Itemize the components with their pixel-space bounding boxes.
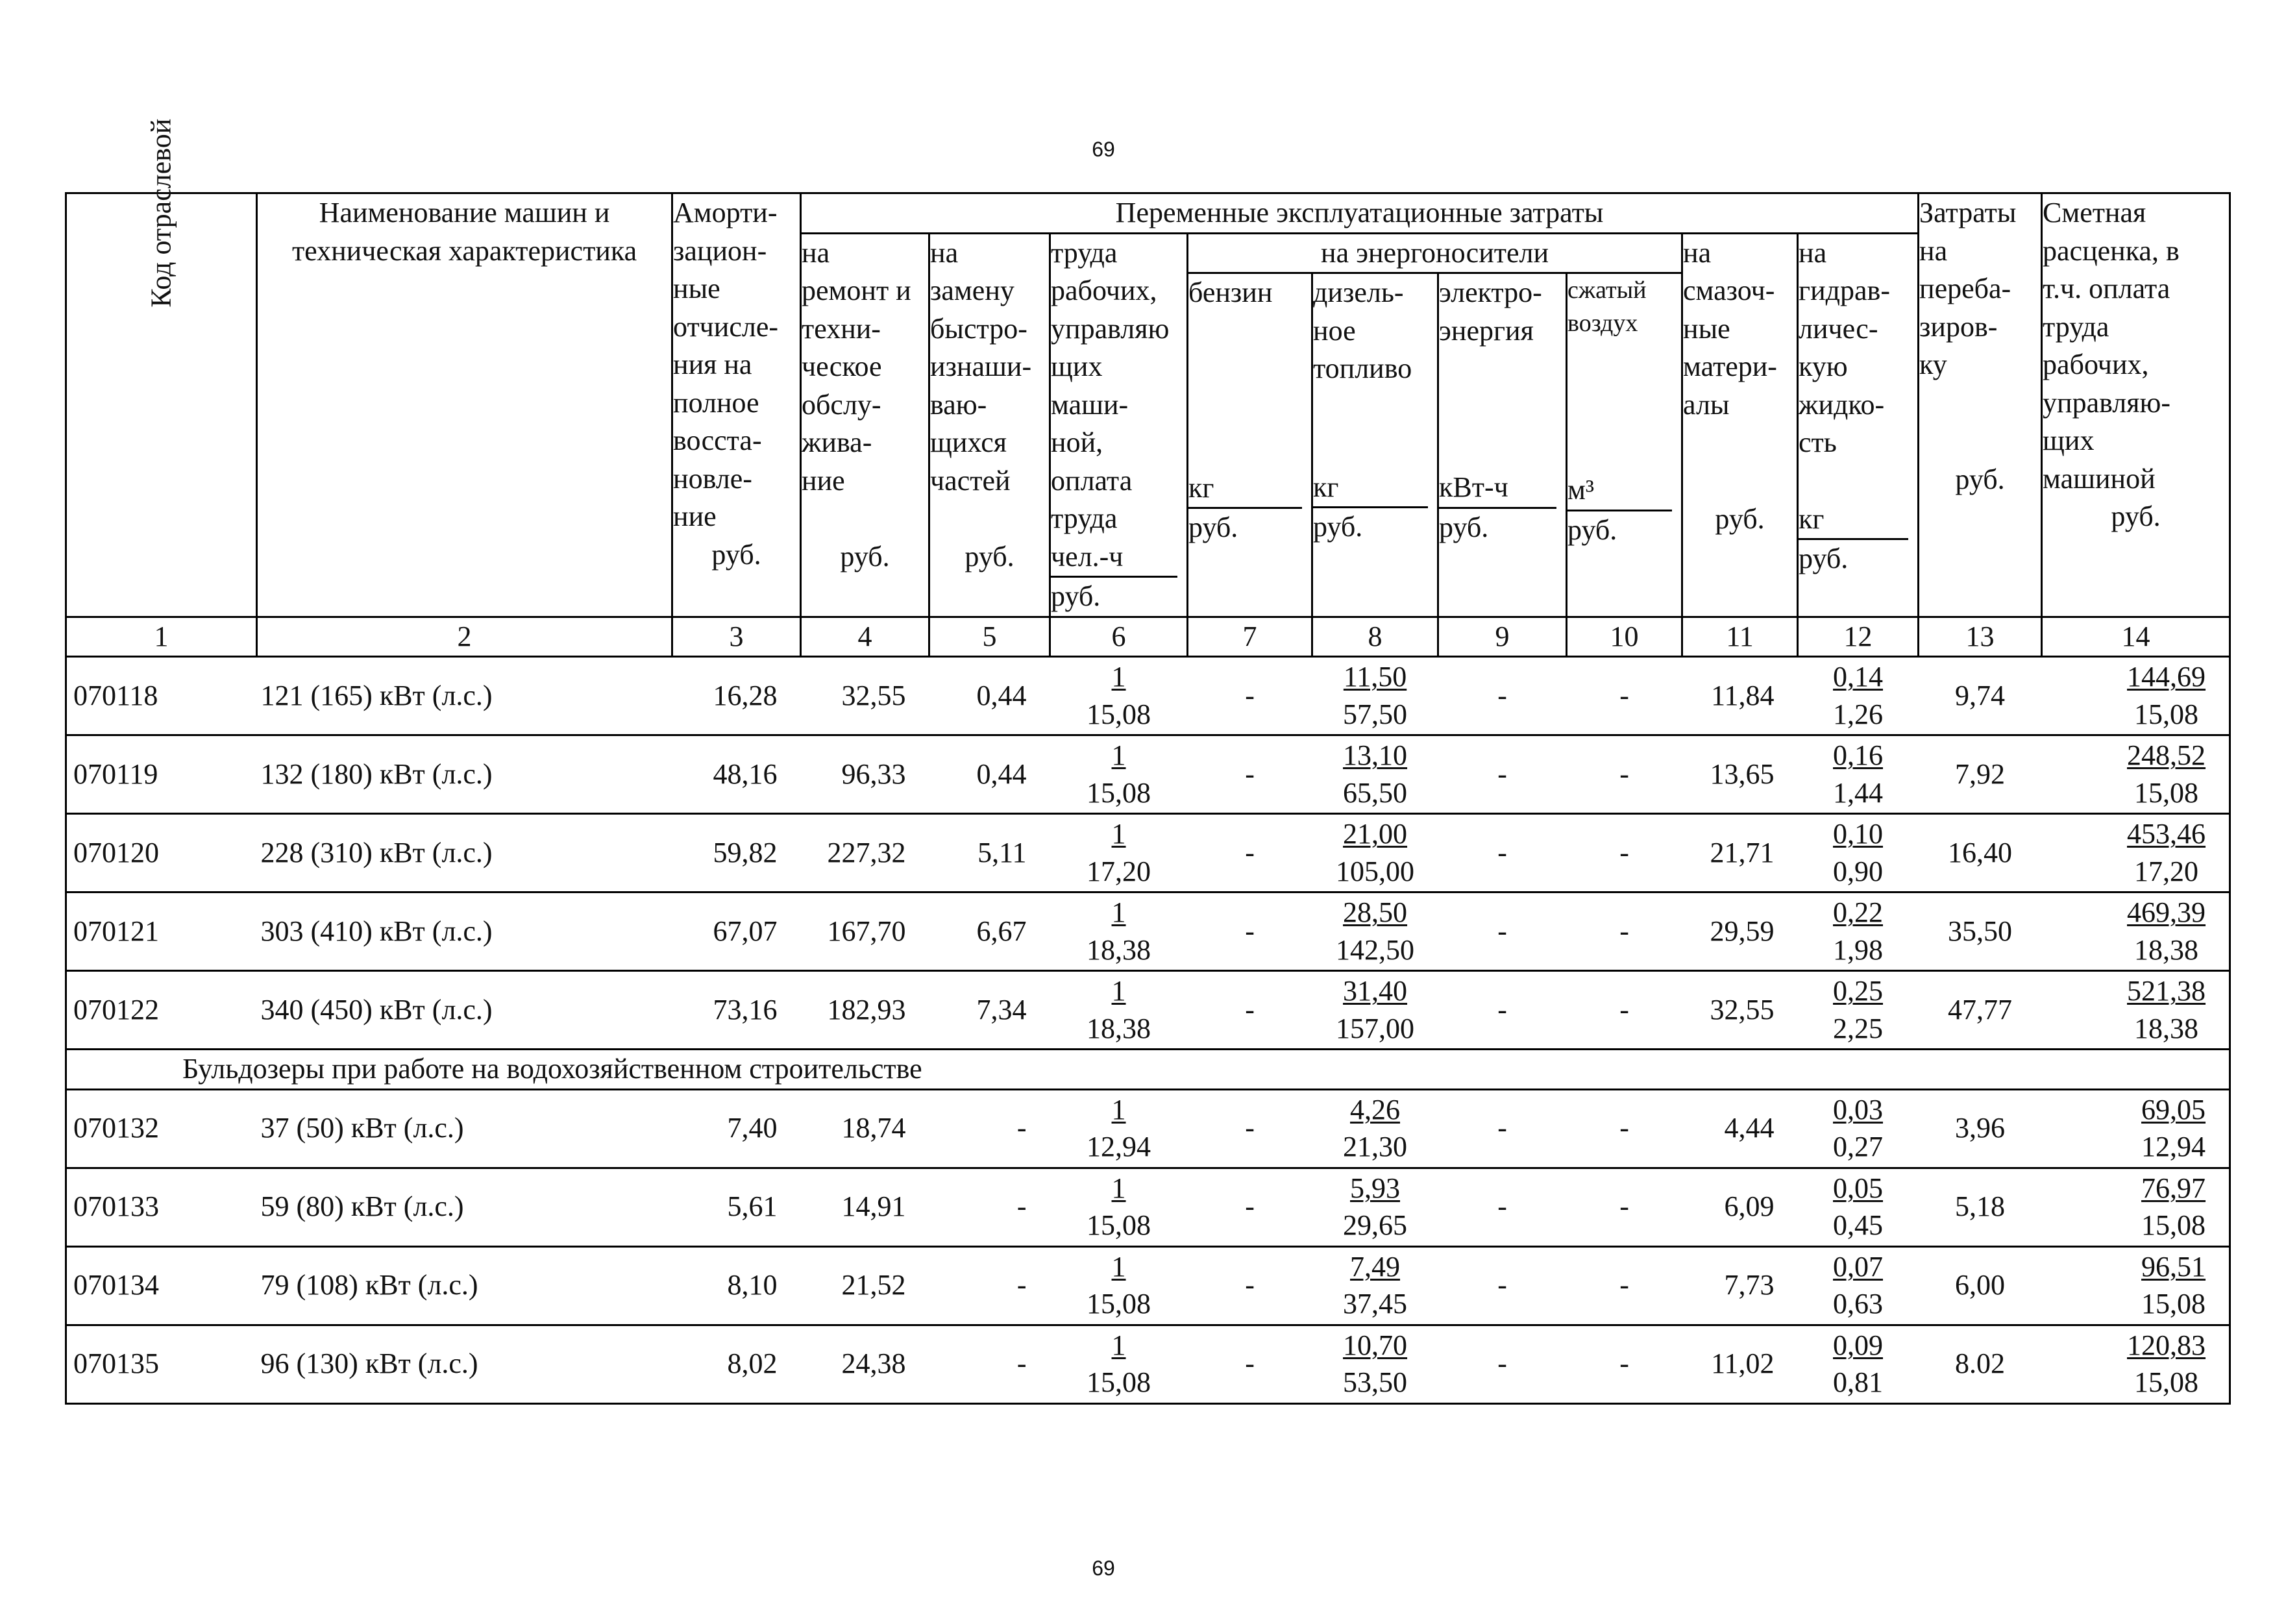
- cell-estimate-denominator: 18,38: [2134, 1012, 2199, 1044]
- cell-labor-denominator: 17,20: [1087, 855, 1151, 887]
- cell-estimate: [2042, 657, 2230, 735]
- cell-estimate: [2042, 735, 2230, 814]
- cell-hydraulic: [1798, 1089, 1919, 1168]
- cell-hydraulic-fraction: [1833, 894, 1883, 968]
- cell-diesel-denominator: 37,45: [1343, 1288, 1408, 1320]
- cell-replace: -: [929, 1325, 1050, 1403]
- cell-labor-fraction: [1087, 1091, 1151, 1165]
- cell-air: -: [1567, 1325, 1682, 1403]
- cell-relocation: 3,96: [1919, 1089, 2042, 1168]
- cell-labor-fraction: [1087, 815, 1151, 889]
- cell-labor-fraction: [1087, 1170, 1151, 1244]
- unit-hydr-den: руб.: [1799, 543, 1849, 575]
- cell-petrol: -: [1188, 1246, 1312, 1325]
- cell-hydraulic-fraction: [1833, 1091, 1883, 1165]
- header-energy: на энергоносители: [1188, 233, 1682, 273]
- cell-labor: [1050, 657, 1188, 735]
- cell-estimate-numerator: 96,51: [2141, 1250, 2206, 1283]
- cell-diesel-fraction: [1336, 894, 1414, 968]
- cell-estimate-fraction: [2127, 658, 2206, 732]
- cell-labor-denominator: 15,08: [1087, 1366, 1151, 1399]
- unit-labor-num: чел.-ч: [1051, 538, 1177, 578]
- cell-diesel-denominator: 21,30: [1343, 1131, 1408, 1163]
- cell-electric: -: [1438, 1325, 1567, 1403]
- unit-hydr-num: кг: [1799, 500, 1908, 541]
- cell-hydraulic-fraction: [1833, 815, 1883, 889]
- cell-diesel-numerator: 13,10: [1343, 739, 1408, 772]
- cell-name: 96 (130) кВт (л.с.): [257, 1325, 672, 1403]
- cell-estimate-fraction: [2141, 1248, 2206, 1322]
- header-amortization: Аморти- зацион- ные отчисле- ния на полное восста- новле- ние руб.: [672, 193, 801, 617]
- cell-estimate-denominator: 15,08: [2134, 698, 2199, 730]
- cell-diesel-denominator: 157,00: [1336, 1012, 1415, 1044]
- cell-labor-fraction: [1087, 1327, 1151, 1401]
- cell-amortization: 5,61: [672, 1168, 801, 1246]
- colnum: 5: [929, 617, 1050, 657]
- cell-electric: -: [1438, 1089, 1567, 1168]
- cell-labor-fraction: [1087, 894, 1151, 968]
- cell-diesel: [1312, 1246, 1438, 1325]
- cell-diesel-numerator: 4,26: [1350, 1093, 1401, 1126]
- cell-labor-denominator: 15,08: [1087, 776, 1151, 809]
- cell-diesel: [1312, 1168, 1438, 1246]
- cell-petrol: -: [1188, 814, 1312, 892]
- cell-hydraulic-fraction: [1833, 972, 1883, 1046]
- cell-code: 070133: [66, 1168, 257, 1246]
- page-number-bottom: 69: [1092, 1556, 1115, 1580]
- cell-amortization: 67,07: [672, 892, 801, 971]
- table-row: [66, 657, 2230, 735]
- table-row: [66, 892, 2230, 971]
- cell-hydraulic-denominator: 1,98: [1833, 933, 1884, 966]
- page-number-top: 69: [1092, 138, 1115, 161]
- cell-repair: 32,55: [801, 657, 929, 735]
- cell-diesel-denominator: 142,50: [1336, 933, 1415, 966]
- header-electric: электро- энергия кВт-ч руб.: [1438, 273, 1567, 617]
- cell-electric: -: [1438, 657, 1567, 735]
- cell-air: -: [1567, 657, 1682, 735]
- cell-labor-fraction: [1087, 1248, 1151, 1322]
- cell-replace: 6,67: [929, 892, 1050, 971]
- section-title: Бульдозеры при работе на водохозяйственном строительстве: [66, 1050, 2230, 1090]
- cell-estimate: [2042, 814, 2230, 892]
- cell-replace: -: [929, 1089, 1050, 1168]
- cell-diesel-numerator: 11,50: [1343, 661, 1407, 693]
- cell-labor-numerator: 1: [1111, 739, 1126, 772]
- unit-replace: руб.: [965, 541, 1014, 573]
- cell-electric: -: [1438, 1246, 1567, 1325]
- cell-labor-denominator: 15,08: [1087, 698, 1151, 730]
- cell-hydraulic: [1798, 971, 1919, 1050]
- unit-air-num: м³: [1567, 471, 1672, 511]
- cell-labor-numerator: 1: [1111, 661, 1126, 693]
- cell-estimate-fraction: [2127, 815, 2206, 889]
- cell-labor: [1050, 1246, 1188, 1325]
- cell-replace: 0,44: [929, 735, 1050, 814]
- unit-electric-num: кВт-ч: [1439, 469, 1556, 509]
- cell-electric: -: [1438, 814, 1567, 892]
- cell-hydraulic-fraction: [1833, 1327, 1883, 1401]
- cell-repair: 96,33: [801, 735, 929, 814]
- cell-estimate-denominator: 15,08: [2141, 1288, 2206, 1320]
- cell-hydraulic: [1798, 657, 1919, 735]
- cell-electric: -: [1438, 971, 1567, 1050]
- colnum: 3: [672, 617, 801, 657]
- cell-hydraulic-numerator: 0,14: [1833, 661, 1884, 693]
- cell-hydraulic-numerator: 0,25: [1833, 975, 1884, 1007]
- header-hydraulic: на гидрав- личес- кую жидко- сть кг руб.: [1798, 233, 1919, 617]
- table-row: [66, 971, 2230, 1050]
- cell-amortization: 59,82: [672, 814, 801, 892]
- cell-petrol: -: [1188, 1325, 1312, 1403]
- cell-estimate-numerator: 453,46: [2127, 818, 2206, 850]
- cell-diesel: [1312, 971, 1438, 1050]
- cell-replace: 7,34: [929, 971, 1050, 1050]
- cell-labor-numerator: 1: [1111, 1093, 1126, 1126]
- cell-diesel-numerator: 21,00: [1343, 818, 1408, 850]
- cell-diesel-fraction: [1343, 658, 1407, 732]
- cell-relocation: 35,50: [1919, 892, 2042, 971]
- header-code: Код отраслевой: [66, 193, 257, 617]
- cell-hydraulic-numerator: 0,03: [1833, 1093, 1884, 1126]
- cell-estimate-fraction: [2127, 972, 2206, 1046]
- cell-estimate-numerator: 69,05: [2141, 1093, 2206, 1126]
- cell-electric: -: [1438, 1168, 1567, 1246]
- cell-labor-fraction: [1087, 972, 1151, 1046]
- cell-lubricants: 7,73: [1682, 1246, 1798, 1325]
- cell-petrol: -: [1188, 1089, 1312, 1168]
- cell-air: -: [1567, 892, 1682, 971]
- cell-diesel: [1312, 1089, 1438, 1168]
- colnum: 7: [1188, 617, 1312, 657]
- colnum: 4: [801, 617, 929, 657]
- cell-petrol: -: [1188, 971, 1312, 1050]
- cell-hydraulic-denominator: 1,44: [1833, 776, 1884, 809]
- cell-labor: [1050, 892, 1188, 971]
- cell-labor-denominator: 18,38: [1087, 1012, 1151, 1044]
- cell-estimate-numerator: 469,39: [2127, 896, 2206, 929]
- cell-repair: 182,93: [801, 971, 929, 1050]
- cell-lubricants: 32,55: [1682, 971, 1798, 1050]
- cell-name: 59 (80) кВт (л.с.): [257, 1168, 672, 1246]
- cell-lubricants: 21,71: [1682, 814, 1798, 892]
- cell-repair: 227,32: [801, 814, 929, 892]
- cell-diesel-fraction: [1343, 1327, 1407, 1401]
- cell-hydraulic: [1798, 1325, 1919, 1403]
- colnum: 6: [1050, 617, 1188, 657]
- cell-diesel-denominator: 29,65: [1343, 1209, 1408, 1242]
- cell-hydraulic-fraction: [1833, 737, 1883, 811]
- cell-labor-numerator: 1: [1111, 1329, 1126, 1361]
- cell-hydraulic-numerator: 0,10: [1833, 818, 1884, 850]
- header-petrol: бензин кг руб.: [1188, 273, 1312, 617]
- cell-electric: -: [1438, 735, 1567, 814]
- cell-amortization: 7,40: [672, 1089, 801, 1168]
- cell-diesel-fraction: [1343, 1091, 1407, 1165]
- unit-amort: руб.: [711, 538, 761, 571]
- cell-lubricants: 11,84: [1682, 657, 1798, 735]
- colnum: 13: [1919, 617, 2042, 657]
- unit-relocation: руб.: [1955, 463, 2005, 495]
- cell-labor-denominator: 12,94: [1087, 1131, 1151, 1163]
- cell-name: 37 (50) кВт (л.с.): [257, 1089, 672, 1168]
- cell-air: -: [1567, 1168, 1682, 1246]
- header-variable-costs: Переменные эксплуатационные затраты: [801, 193, 1919, 234]
- cell-labor: [1050, 1325, 1188, 1403]
- cell-code: 070135: [66, 1325, 257, 1403]
- header-name: Наименование машин и техническая характеристика: [257, 193, 672, 617]
- cell-hydraulic-denominator: 0,27: [1833, 1131, 1884, 1163]
- cell-estimate-fraction: [2127, 737, 2206, 811]
- cell-repair: 18,74: [801, 1089, 929, 1168]
- cell-amortization: 48,16: [672, 735, 801, 814]
- cell-relocation: 9,74: [1919, 657, 2042, 735]
- cell-diesel-fraction: [1343, 1248, 1407, 1322]
- header-relocation: Затраты на переба- зиров- ку руб.: [1919, 193, 2042, 617]
- cell-code: 070120: [66, 814, 257, 892]
- cell-diesel: [1312, 1325, 1438, 1403]
- table-row: [66, 814, 2230, 892]
- cell-air: -: [1567, 814, 1682, 892]
- cell-diesel-denominator: 105,00: [1336, 855, 1415, 887]
- cell-labor-fraction: [1087, 737, 1151, 811]
- cell-relocation: 16,40: [1919, 814, 2042, 892]
- cell-estimate: [2042, 1089, 2230, 1168]
- cell-diesel: [1312, 892, 1438, 971]
- cell-estimate-denominator: 15,08: [2134, 776, 2199, 809]
- cell-repair: 167,70: [801, 892, 929, 971]
- cell-labor: [1050, 1089, 1188, 1168]
- cell-hydraulic: [1798, 814, 1919, 892]
- cell-hydraulic-denominator: 0,45: [1833, 1209, 1884, 1242]
- cell-name: 132 (180) кВт (л.с.): [257, 735, 672, 814]
- header-repair: на ремонт и техни- ческое обслу- жива- ние руб.: [801, 233, 929, 617]
- cell-diesel-numerator: 10,70: [1343, 1329, 1408, 1361]
- cell-diesel-denominator: 57,50: [1343, 698, 1408, 730]
- cell-diesel-fraction: [1343, 1170, 1407, 1244]
- cell-labor-denominator: 18,38: [1087, 933, 1151, 966]
- rows-group-2: [66, 1089, 2230, 1403]
- table-row: [66, 735, 2230, 814]
- cell-diesel-numerator: 28,50: [1343, 896, 1408, 929]
- unit-estimate: руб.: [2111, 500, 2161, 533]
- cell-labor: [1050, 1168, 1188, 1246]
- cell-labor-fraction: [1087, 658, 1151, 732]
- cell-estimate-numerator: 248,52: [2127, 739, 2206, 772]
- cell-relocation: 7,92: [1919, 735, 2042, 814]
- cell-estimate-numerator: 76,97: [2141, 1172, 2206, 1204]
- cell-hydraulic-numerator: 0,09: [1833, 1329, 1884, 1361]
- cell-estimate-fraction: [2127, 894, 2206, 968]
- cell-relocation: 8.02: [1919, 1325, 2042, 1403]
- cell-relocation: 6,00: [1919, 1246, 2042, 1325]
- unit-diesel-den: руб.: [1313, 511, 1363, 543]
- cell-hydraulic-numerator: 0,22: [1833, 896, 1884, 929]
- cell-code: 070121: [66, 892, 257, 971]
- colnum: 12: [1798, 617, 1919, 657]
- cell-hydraulic-denominator: 0,90: [1833, 855, 1884, 887]
- cell-hydraulic-fraction: [1833, 1170, 1883, 1244]
- cell-labor-numerator: 1: [1111, 896, 1126, 929]
- unit-diesel-num: кг: [1313, 469, 1428, 509]
- unit-petrol-num: кг: [1188, 469, 1302, 510]
- cell-estimate: [2042, 971, 2230, 1050]
- cell-code: 070134: [66, 1246, 257, 1325]
- cell-diesel-numerator: 5,93: [1350, 1172, 1401, 1204]
- cell-repair: 21,52: [801, 1246, 929, 1325]
- cell-replace: -: [929, 1246, 1050, 1325]
- cell-labor-numerator: 1: [1111, 1250, 1126, 1283]
- cell-estimate-fraction: [2141, 1091, 2206, 1165]
- cell-estimate-numerator: 120,83: [2127, 1329, 2206, 1361]
- cell-hydraulic-numerator: 0,16: [1833, 739, 1884, 772]
- cell-air: -: [1567, 1246, 1682, 1325]
- table-row: [66, 1325, 2230, 1403]
- colnum: 8: [1312, 617, 1438, 657]
- header-lubricants: на смазоч- ные матери- алы руб.: [1682, 233, 1798, 617]
- cell-lubricants: 13,65: [1682, 735, 1798, 814]
- cell-hydraulic-numerator: 0,05: [1833, 1172, 1884, 1204]
- rows-group-1: [66, 657, 2230, 1050]
- header-replace: на замену быстро- изнаши- ваю- щихся частей руб.: [929, 233, 1050, 617]
- cell-estimate-denominator: 15,08: [2134, 1366, 2199, 1399]
- cell-replace: 0,44: [929, 657, 1050, 735]
- cell-amortization: 8,02: [672, 1325, 801, 1403]
- cell-hydraulic-fraction: [1833, 658, 1883, 732]
- cell-lubricants: 11,02: [1682, 1325, 1798, 1403]
- cell-hydraulic-numerator: 0,07: [1833, 1250, 1884, 1283]
- cell-replace: -: [929, 1168, 1050, 1246]
- cell-name: 79 (108) кВт (л.с.): [257, 1246, 672, 1325]
- cell-labor-numerator: 1: [1111, 975, 1126, 1007]
- cell-estimate: [2042, 892, 2230, 971]
- cell-labor: [1050, 971, 1188, 1050]
- colnum: 14: [2042, 617, 2230, 657]
- cell-estimate: [2042, 1168, 2230, 1246]
- cell-hydraulic-denominator: 2,25: [1833, 1012, 1884, 1044]
- header-estimate: Сметная расценка, в т.ч. оплата труда рабочих, управляю- щих машиной руб.: [2042, 193, 2230, 617]
- colnum: 10: [1567, 617, 1682, 657]
- cell-estimate-numerator: 521,38: [2127, 975, 2206, 1007]
- cell-hydraulic: [1798, 1168, 1919, 1246]
- header-diesel: дизель- ное топливо кг руб.: [1312, 273, 1438, 617]
- cell-estimate-denominator: 17,20: [2134, 855, 2199, 887]
- colnum: 11: [1682, 617, 1798, 657]
- cell-repair: 24,38: [801, 1325, 929, 1403]
- cell-hydraulic-denominator: 0,81: [1833, 1366, 1884, 1399]
- cell-code: 070122: [66, 971, 257, 1050]
- cell-air: -: [1567, 1089, 1682, 1168]
- cell-electric: -: [1438, 892, 1567, 971]
- cell-diesel-fraction: [1343, 737, 1407, 811]
- cell-replace: 5,11: [929, 814, 1050, 892]
- column-number-row: [66, 617, 2230, 657]
- cell-diesel-denominator: 65,50: [1343, 776, 1408, 809]
- cell-diesel: [1312, 657, 1438, 735]
- colnum: 1: [66, 617, 257, 657]
- cell-air: -: [1567, 735, 1682, 814]
- header-air: сжатый воздух м³ руб.: [1567, 273, 1682, 617]
- table-row: [66, 1246, 2230, 1325]
- cell-code: 070118: [66, 657, 257, 735]
- cell-estimate-fraction: [2141, 1170, 2206, 1244]
- cell-hydraulic: [1798, 892, 1919, 971]
- cell-hydraulic-denominator: 0,63: [1833, 1288, 1884, 1320]
- cell-estimate-denominator: 15,08: [2141, 1209, 2206, 1242]
- cell-petrol: -: [1188, 735, 1312, 814]
- cell-relocation: 5,18: [1919, 1168, 2042, 1246]
- cell-name: 228 (310) кВт (л.с.): [257, 814, 672, 892]
- cell-petrol: -: [1188, 892, 1312, 971]
- cell-amortization: 16,28: [672, 657, 801, 735]
- cell-amortization: 8,10: [672, 1246, 801, 1325]
- cell-name: 121 (165) кВт (л.с.): [257, 657, 672, 735]
- cell-diesel-numerator: 7,49: [1350, 1250, 1401, 1283]
- cell-amortization: 73,16: [672, 971, 801, 1050]
- cell-code: 070132: [66, 1089, 257, 1168]
- cell-diesel: [1312, 735, 1438, 814]
- cell-code: 070119: [66, 735, 257, 814]
- unit-lube: руб.: [1715, 503, 1765, 535]
- machine-cost-table: [65, 118, 2231, 1405]
- cell-repair: 14,91: [801, 1168, 929, 1246]
- unit-labor-den: руб.: [1051, 580, 1101, 613]
- cell-petrol: -: [1188, 657, 1312, 735]
- cell-diesel-fraction: [1336, 815, 1414, 889]
- cell-estimate: [2042, 1246, 2230, 1325]
- header-labor: труда рабочих, управляю щих маши- ной, оплата труда чел.-ч руб.: [1050, 233, 1188, 617]
- unit-air-den: руб.: [1567, 513, 1617, 546]
- table-row: [66, 1089, 2230, 1168]
- cell-name: 340 (450) кВт (л.с.): [257, 971, 672, 1050]
- cell-labor-numerator: 1: [1111, 818, 1126, 850]
- cell-lubricants: 4,44: [1682, 1089, 1798, 1168]
- unit-electric-den: руб.: [1439, 511, 1489, 543]
- cell-diesel-numerator: 31,40: [1343, 975, 1408, 1007]
- cell-diesel-fraction: [1336, 972, 1414, 1046]
- colnum: 9: [1438, 617, 1567, 657]
- cell-estimate-denominator: 18,38: [2134, 933, 2199, 966]
- colnum: 2: [257, 617, 672, 657]
- table-row: [66, 1168, 2230, 1246]
- cell-estimate-numerator: 144,69: [2127, 661, 2206, 693]
- cell-labor-denominator: 15,08: [1087, 1209, 1151, 1242]
- cell-labor: [1050, 814, 1188, 892]
- cell-hydraulic-denominator: 1,26: [1833, 698, 1884, 730]
- cell-estimate-denominator: 12,94: [2141, 1131, 2206, 1163]
- cell-labor-denominator: 15,08: [1087, 1288, 1151, 1320]
- cell-diesel-denominator: 53,50: [1343, 1366, 1408, 1399]
- cell-labor-numerator: 1: [1111, 1172, 1126, 1204]
- cell-hydraulic: [1798, 1246, 1919, 1325]
- cell-labor: [1050, 735, 1188, 814]
- cell-air: -: [1567, 971, 1682, 1050]
- cell-relocation: 47,77: [1919, 971, 2042, 1050]
- section-row: [66, 1050, 2230, 1090]
- cell-lubricants: 29,59: [1682, 892, 1798, 971]
- cell-hydraulic: [1798, 735, 1919, 814]
- cell-estimate: [2042, 1325, 2230, 1403]
- cell-diesel: [1312, 814, 1438, 892]
- cell-petrol: -: [1188, 1168, 1312, 1246]
- cell-estimate-fraction: [2127, 1327, 2206, 1401]
- unit-petrol-den: руб.: [1188, 511, 1238, 544]
- cell-name: 303 (410) кВт (л.с.): [257, 892, 672, 971]
- cell-hydraulic-fraction: [1833, 1248, 1883, 1322]
- cell-lubricants: 6,09: [1682, 1168, 1798, 1246]
- unit-repair: руб.: [840, 541, 890, 573]
